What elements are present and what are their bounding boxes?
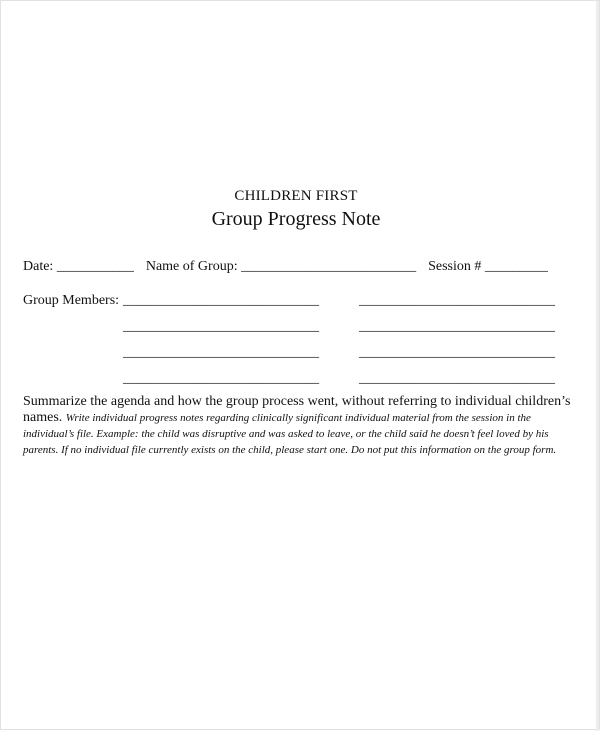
group-name-field[interactable]: _________________________ xyxy=(241,259,417,274)
group-members-label: Group Members: xyxy=(23,293,120,308)
summary-paragraph xyxy=(23,394,583,458)
session-field[interactable]: _________ xyxy=(484,259,548,274)
date-field[interactable]: ___________ xyxy=(56,259,134,274)
group-member-field[interactable]: ____________________________ xyxy=(359,371,555,386)
document-title: Group Progress Note xyxy=(211,208,381,230)
session-label: Session # xyxy=(428,259,482,274)
group-member-field[interactable]: ____________________________ xyxy=(123,319,319,334)
header-fields-row xyxy=(23,259,548,275)
organization-name: CHILDREN FIRST xyxy=(234,188,358,204)
group-member-field[interactable]: ____________________________ xyxy=(123,293,319,308)
group-member-field[interactable]: ____________________________ xyxy=(359,345,555,360)
group-member-field[interactable]: ____________________________ xyxy=(123,345,319,360)
group-member-field[interactable]: ____________________________ xyxy=(123,371,319,386)
date-label: Date: xyxy=(23,259,54,274)
page-edge-shadow xyxy=(596,1,599,731)
group-member-field[interactable]: ____________________________ xyxy=(359,293,555,308)
summary-instructions-text: Write individual progress notes regarding clinically significant individual material from the session in the individual’s file. Example: the child was disruptive and was asked to leave, or the child said he doesn’t feel loved by his parents. If no individual file currently exists on the child, please start one. Do not put this information on the group form. xyxy=(23,412,557,456)
group-name-label: Name of Group: xyxy=(145,259,238,274)
summary-lead-text: Summarize the agenda and how the group process went, without referring to individual children’s names. xyxy=(23,394,571,425)
group-member-field[interactable]: ____________________________ xyxy=(359,319,555,334)
